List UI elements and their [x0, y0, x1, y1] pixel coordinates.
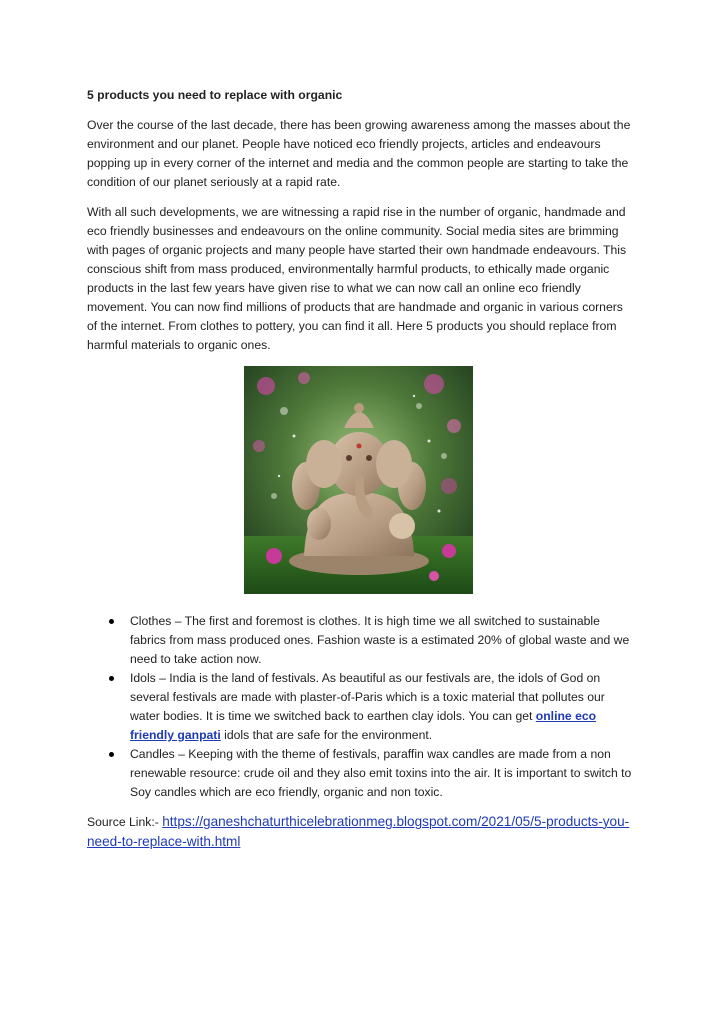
bullet-icon: [109, 619, 114, 624]
paragraph-intro: Over the course of the last decade, there has been growing awareness among the masses about the environment and our planet. People have noticed eco friendly projects, articles and endeavours popping up in every corner of the internet and media and the common people are starting to take the condition of our planet seriously at a rapid rate.: [87, 118, 631, 189]
list-item-idols: [87, 669, 635, 745]
list-item-clothes: [87, 612, 635, 669]
list-item-text: Clothes – The first and foremost is clothes. It is high time we all switched to sustainable fabrics from mass produced ones. Fashion waste is a estimated 20% of global waste and we need to take action now.: [130, 614, 630, 666]
list-item-text-before: Idols – India is the land of festivals. As beautiful as our festivals are, the idols of God on several festivals are made with plaster-of-Paris which is a toxic material that pollutes our water bodies. It is time we switched back to earthen clay idols. You can get: [130, 671, 605, 723]
list-item-text: Candles – Keeping with the theme of festivals, paraffin wax candles are made from a non renewable resource: crude oil and they also emit toxins into the air. It is important to switch to Soy candles which are eco friendly, organic and non toxic.: [130, 747, 632, 799]
source-line: [87, 812, 635, 852]
product-list: [87, 612, 635, 802]
ganesh-idol-photo: [244, 366, 473, 594]
document-content: [87, 86, 635, 852]
eco-ganpati-link[interactable]: online eco friendly ganpati: [130, 709, 597, 742]
document-title: 5 products you need to replace with organic: [87, 88, 343, 102]
paragraph-developments: With all such developments, we are witnessing a rapid rise in the number of organic, handmade and eco friendly businesses and endeavours on the online community. Social media sites are brimming with pages of organic projects and many people have started their own handmade endeavours. This conscious shift from mass produced, environmentally harmful products, to ethically made organic products in the last few years have given rise to what we can now call an online eco friendly movement. You can now find millions of products that are handmade and organic in various corners of the internet. From clothes to pottery, you can find it all. Here 5 products you should replace from harmful materials to organic ones.: [87, 205, 627, 352]
source-link[interactable]: https://ganeshchaturthicelebrationmeg.blogspot.com/2021/05/5-products-you-need-to-replace-with.html: [87, 814, 630, 849]
bullet-icon: [109, 752, 114, 757]
source-label: Source Link:-: [87, 815, 163, 829]
list-item-candles: [87, 745, 635, 802]
bullet-icon: [109, 676, 114, 681]
list-item-text-after: idols that are safe for the environment.: [220, 728, 433, 742]
